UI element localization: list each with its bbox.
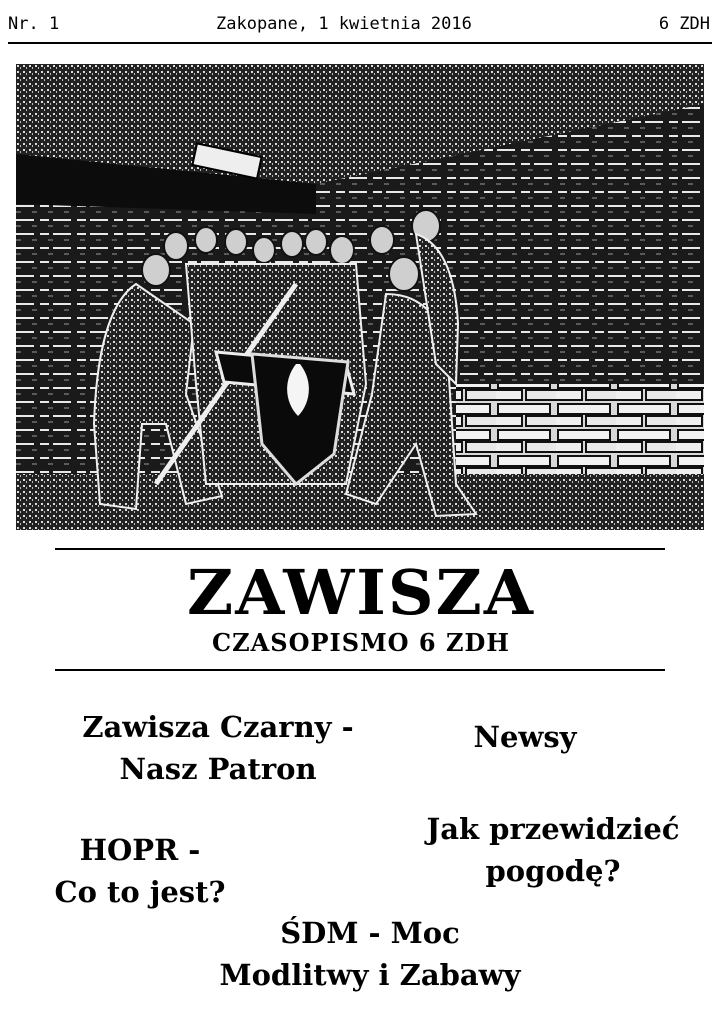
masthead-rule-top — [55, 548, 665, 550]
story-headline-weather — [392, 808, 714, 892]
story-headline-sdm — [150, 912, 590, 996]
group-photo-image — [16, 64, 704, 530]
story-headline-line: Newsy — [473, 720, 577, 754]
story-headline-line: Modlitwy i Zabawy — [219, 958, 521, 992]
story-headline-line: HOPR - — [79, 833, 201, 867]
dateline: Zakopane, 1 kwietnia 2016 — [216, 14, 472, 34]
story-headline-line: Zawisza Czarny - — [82, 710, 354, 744]
issue-number: Nr. 1 — [8, 14, 60, 34]
story-headline-line: Jak przewidzieć — [426, 812, 680, 846]
story-headline-line: pogodę? — [485, 854, 621, 888]
masthead-title: ZAWISZA — [187, 556, 535, 629]
masthead-rule-bottom — [55, 669, 665, 671]
story-headline-line: ŚDM - Moc — [280, 916, 460, 950]
header-divider — [8, 42, 712, 44]
masthead-subtitle: CZASOPISMO 6 ZDH — [212, 628, 510, 657]
story-headline-news — [440, 716, 610, 758]
unit-name: 6 ZDH — [658, 14, 710, 34]
story-headline-line: Co to jest? — [54, 875, 226, 909]
story-headline-patron — [40, 706, 396, 790]
page-header — [8, 14, 710, 40]
story-headline-hopr — [30, 829, 250, 913]
story-headline-line: Nasz Patron — [119, 752, 317, 786]
photo-illustration — [16, 64, 704, 530]
